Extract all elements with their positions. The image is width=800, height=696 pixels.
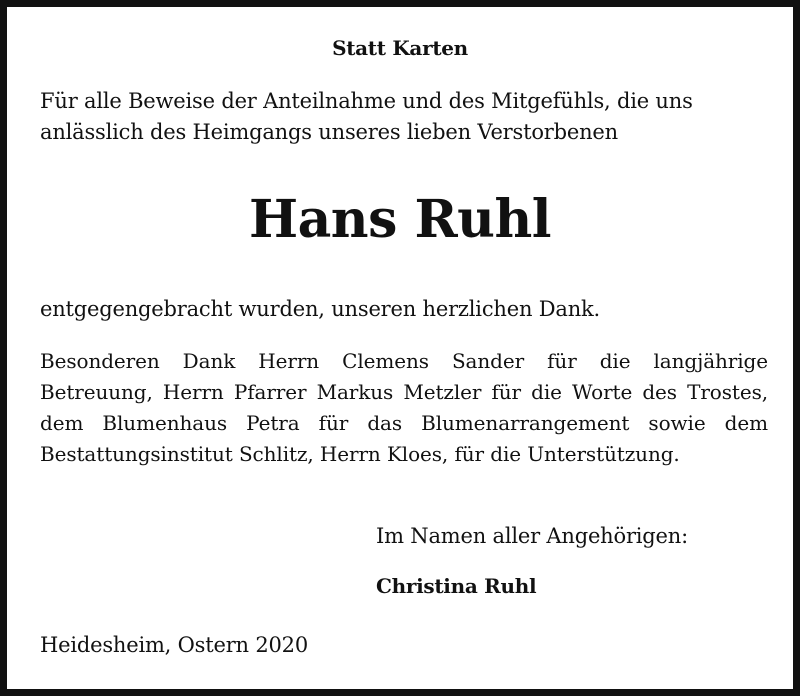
deceased-name: Hans Ruhl (248, 189, 552, 250)
special-thanks-line: Bestattungsinstitut Schlitz, Herrn Kloes, für die Unterstützung. (40, 442, 680, 466)
special-thanks-line: dem Blumenhaus Petra für das Blumenarrangement sowie dem (40, 411, 768, 435)
special-thanks-line: Besonderen Dank Herrn Clemens Sander für die langjährige (40, 349, 768, 373)
intro-paragraph (40, 86, 768, 148)
special-thanks-line: Betreuung, Herrn Pfarrer Markus Metzler für die Worte des Trostes, (40, 380, 768, 404)
notice-heading: Statt Karten (332, 36, 468, 60)
special-thanks-paragraph (40, 346, 768, 470)
intro-line: anlässlich des Heimgangs unseres lieben Verstorbenen (40, 120, 618, 144)
on-behalf-line: Im Namen aller Angehörigen: (376, 524, 688, 548)
place-and-date: Heidesheim, Ostern 2020 (40, 633, 308, 657)
thanks-line: entgegengebracht wurden, unseren herzlichen Dank. (40, 297, 601, 321)
intro-line: Für alle Beweise der Anteilnahme und des Mitgefühls, die uns (40, 89, 693, 113)
signer-name: Christina Ruhl (376, 574, 537, 598)
